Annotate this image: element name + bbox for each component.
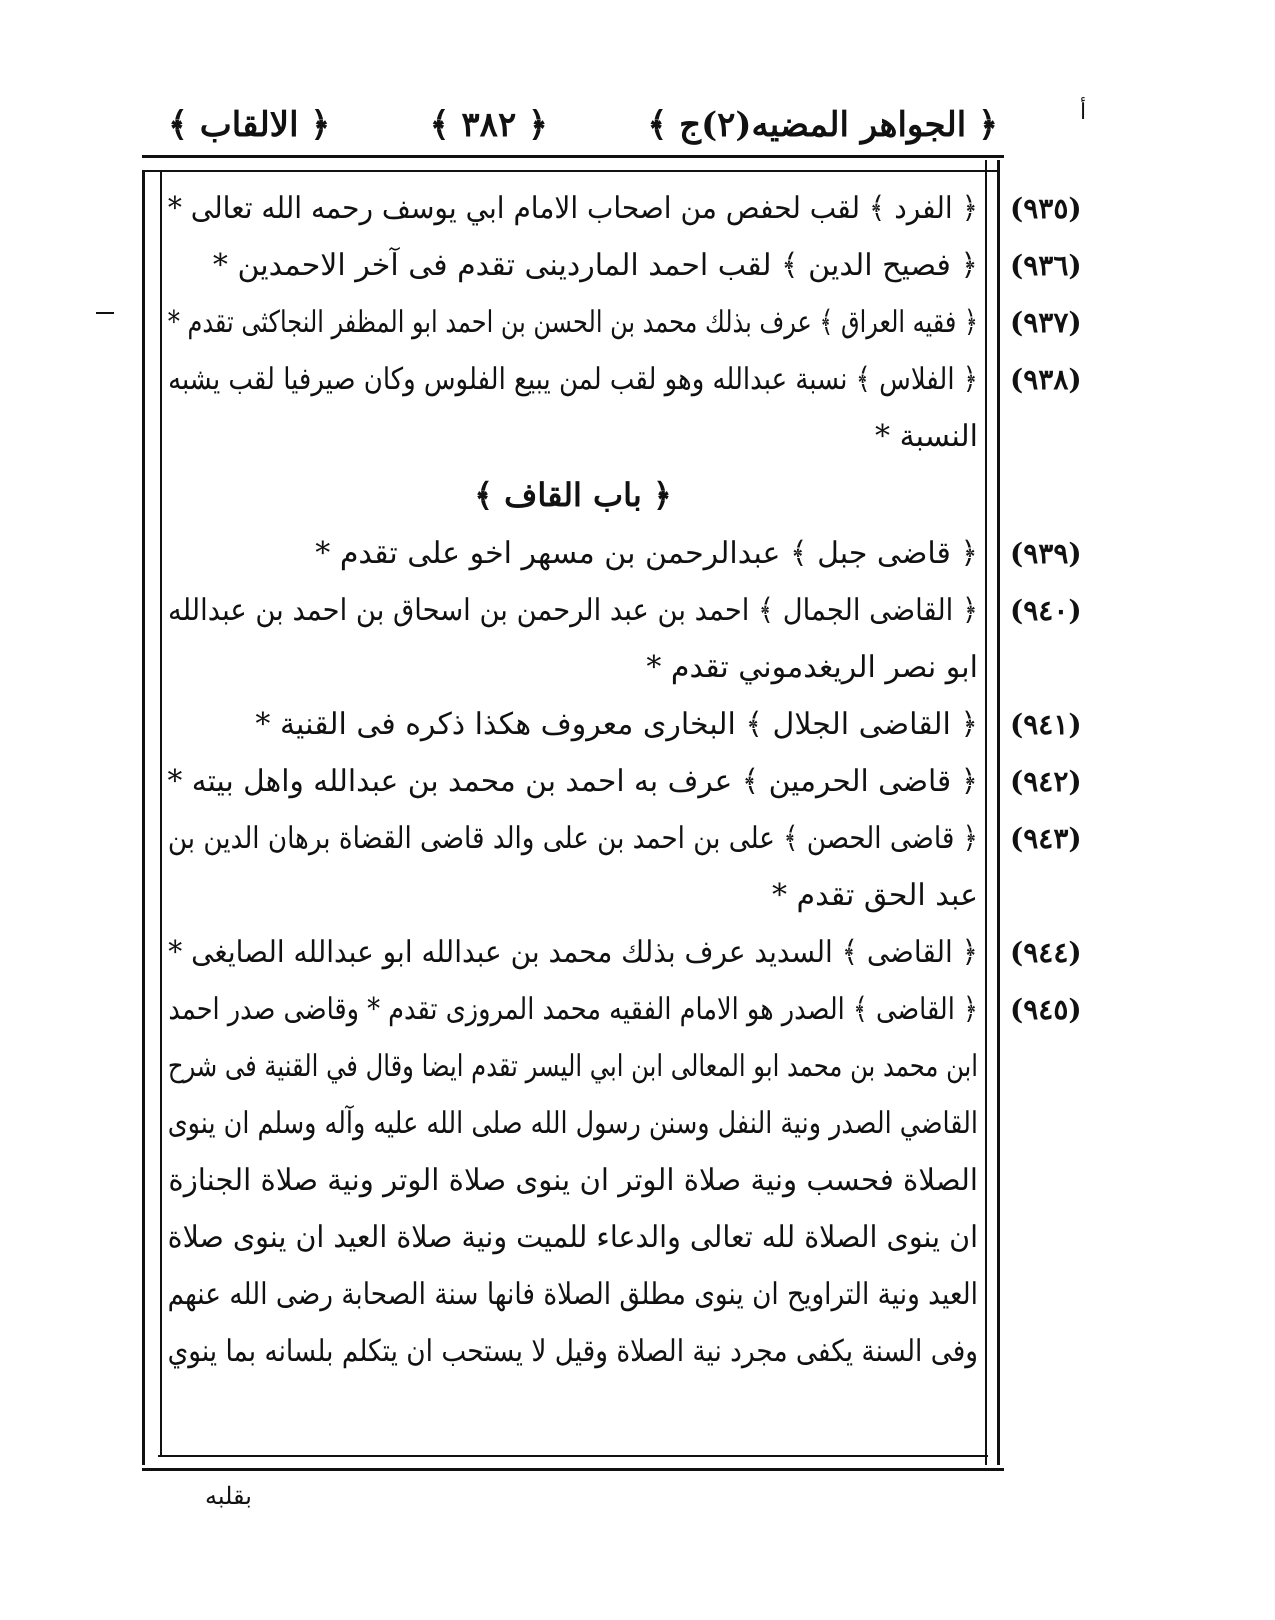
frame-left-rule xyxy=(142,172,145,1465)
entry xyxy=(167,810,1082,924)
section-title: ﴿ باب القاف ﴾ xyxy=(474,476,672,514)
entry-continuation: الصلاة فحسب ونية صلاة الوتر ان ينوى صلاة الوتر ونية صلاة الجنازة xyxy=(168,1163,979,1198)
entry-continuation: النسبة * xyxy=(875,419,978,454)
page-header xyxy=(168,96,998,152)
entry xyxy=(167,753,1082,810)
entry-number: (٩٤٥) xyxy=(1010,993,1082,1026)
entry-continuation: ان ينوى الصلاة لله تعالى والدعاء للميت ونية صلاة العيد ان ينوى صلاة xyxy=(167,1220,978,1255)
frame-right-inner-rule xyxy=(985,160,987,1465)
chapter-title: ﴿ الالقاب ﴾ xyxy=(168,104,331,145)
catchword: بقلبه xyxy=(205,1482,252,1510)
entry xyxy=(167,981,1082,1380)
entry-number: (٩٤٤) xyxy=(1010,936,1082,969)
entry-text: ﴿ القاضى ﴾ السديد عرف بذلك محمد بن عبدالله ابو عبدالله الصايغى * xyxy=(168,935,978,970)
frame-left-inner-rule xyxy=(160,172,162,1457)
entry-continuation: ابن محمد بن محمد ابو المعالى ابن ابي اليسر تقدم ايضا وقال في القنية فى شرح xyxy=(167,1049,978,1084)
entry-continuation: العيد ونية التراويح ان ينوى مطلق الصلاة فانها سنة الصحابة رضى الله عنهم xyxy=(167,1277,979,1312)
main-text xyxy=(167,180,1082,1380)
entry-number: (٩٤٢) xyxy=(1010,765,1082,798)
entry-continuation: ابو نصر الريغدموني تقدم * xyxy=(646,650,978,685)
entry-text: ﴿ قاضى الحرمين ﴾ عرف به احمد بن محمد بن عبدالله واهل بيته * xyxy=(167,764,978,799)
entry-text: ﴿ القاضى الجمال ﴾ احمد بن عبد الرحمن بن اسحاق بن احمد بن عبدالله xyxy=(168,593,978,628)
entry-text: ﴿ فقيه العراق ﴾ عرف بذلك محمد بن الحسن بن احمد ابو المظفر النجاكثى تقدم * xyxy=(167,305,978,340)
entry-number: (٩٣٩) xyxy=(1010,537,1082,570)
frame-bottom-rule xyxy=(158,1455,988,1457)
entry-text: ﴿ قاضى الحصن ﴾ على بن احمد بن على والد قاضى القضاة برهان الدين بن xyxy=(167,821,978,856)
frame-right-rule xyxy=(997,160,1000,1465)
entry-number: (٩٤٠) xyxy=(1010,594,1082,627)
entry-continuation: وفى السنة يكفى مجرد نية الصلاة وقيل لا يستحب ان يتكلم بلسانه بما ينوي xyxy=(167,1334,978,1369)
book-title: ﴿ الجواهر المضيه(٢)ج ﴾ xyxy=(647,104,998,145)
entry-number: (٩٣٧) xyxy=(1010,306,1082,339)
entry-continuation: القاضي الصدر ونية النفل وسنن رسول الله صلى الله عليه وآله وسلم ان ينوى xyxy=(167,1106,978,1141)
entry-text: ﴿ فصيح الدين ﴾ لقب احمد الماردينى تقدم فى آخر الاحمدين * xyxy=(212,248,978,283)
entry-text: ﴿ القاضى الجلال ﴾ البخارى معروف هكذا ذكره فى القنية * xyxy=(255,707,978,742)
page-number: ﴿ ٣٨٢ ﴾ xyxy=(429,104,548,145)
entry-number: (٩٣٥) xyxy=(1010,192,1082,225)
entry-continuation: عبد الحق تقدم * xyxy=(771,878,978,913)
entry xyxy=(168,351,1082,465)
entry-number: (٩٣٨) xyxy=(1010,363,1082,396)
entry xyxy=(167,294,1082,351)
entry-number: (٩٤١) xyxy=(1010,708,1082,741)
entry-number: (٩٤٣) xyxy=(1010,822,1082,855)
margin-mark xyxy=(96,312,114,314)
corner-mark: أ xyxy=(1080,100,1087,125)
entry xyxy=(168,525,1082,582)
entry-text: ﴿ الفرد ﴾ لقب لحفص من اصحاب الامام ابي يوسف رحمه الله تعالى * xyxy=(167,191,978,226)
entry-text: ﴿ قاضى جبل ﴾ عبدالرحمن بن مسهر اخو على تقدم * xyxy=(315,536,978,571)
entry xyxy=(168,924,1082,981)
entry-text: ﴿ القاضى ﴾ الصدر هو الامام الفقيه محمد المروزى تقدم * وقاضى صدر احمد xyxy=(168,992,978,1027)
entry-number: (٩٣٦) xyxy=(1010,249,1082,282)
entry xyxy=(168,582,1082,696)
entry xyxy=(168,237,1082,294)
entry-text: ﴿ الفلاس ﴾ نسبة عبدالله وهو لقب لمن يبيع الفلوس وكان صيرفيا لقب يشبه xyxy=(168,362,978,397)
entry xyxy=(168,696,1082,753)
entry xyxy=(167,180,1082,237)
